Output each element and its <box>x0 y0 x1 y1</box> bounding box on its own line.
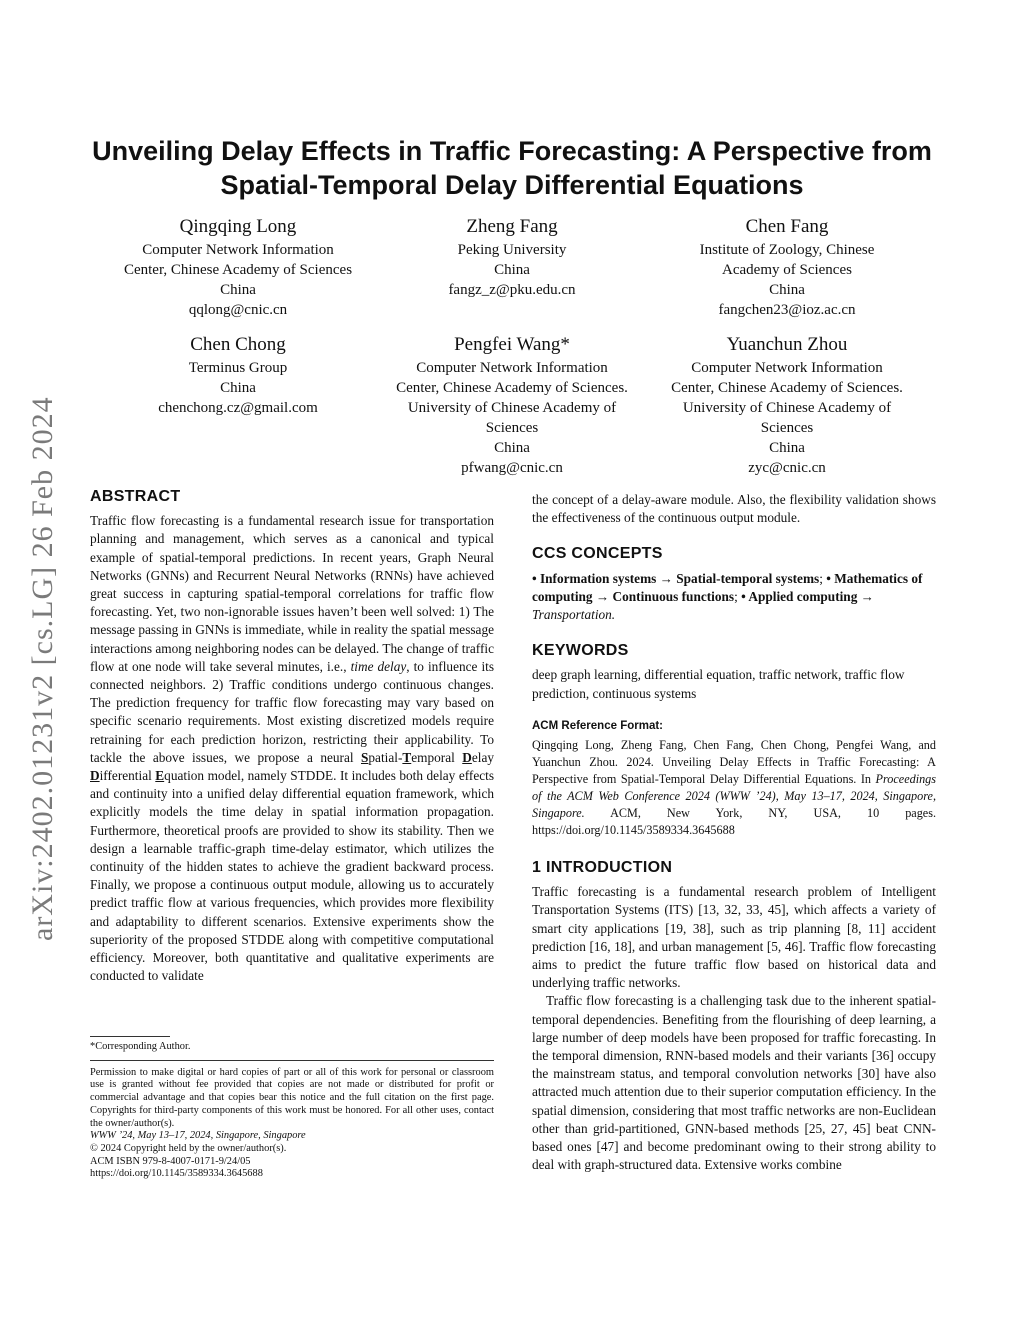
author-affiliation: Sciences <box>485 420 539 436</box>
abstract-text-3: model, namely STDDE. It includes both delay effects and continuity into a unified delay differential equation framework, which explicitly models the time delay in spatial information propagation. Furthermore, theoretical proofs are provided to show its stability. Then we design a learnable traffic-graph time-delay estimator, which utilizes the continuity of the hidden states to achieve the gradient backward process. Finally, we propose a continuous output module, allowing us to accurately predict traffic flow at various frequencies, which provides more flexibility and adaptability to different scenarios. Extensive experiments show the superiority of the proposed STDDE along with competitive computational efficiency. Moreover, both quantitative and qualitative experiments are conducted to validate <box>90 768 495 984</box>
abstract-text-2: , to influence its connected neighbors. 2) Traffic conditions undergo continuous changes. The prediction frequency for traffic flow forecasting may vary based on specific scenario requirements. Most existing discretized models require retraining for each prediction horizon, restricting their applicability. To tackle the above issues, we propose a neural <box>90 658 495 765</box>
ccs-item-3: • Applied computing → <box>741 588 874 604</box>
copyright-rule <box>90 1060 494 1061</box>
author-email: fangchen23@ioz.ac.cn <box>718 302 856 318</box>
abstract-continued: the concept of a delay-aware module. Also, the flexibility validation shows the effectiveness of the continuous output module. <box>532 492 936 526</box>
permission-notice: Permission to make digital or hard copies of part or all of this work for personal or classroom use is granted without fee provided that copies are not made or distributed for profit or commercial advantage and that copies bear this notice and the full citation on the first page. Copyrights for third-party components of this work must be honored. For all other uses, contact the owner/author(s). <box>90 1066 494 1129</box>
author-name: Chen Fang <box>745 216 829 237</box>
author-affiliation: University of Chinese Academy of <box>682 400 892 416</box>
author-affiliation: Academy of Sciences <box>722 262 852 278</box>
introduction-heading: 1 INTRODUCTION <box>532 859 673 877</box>
author-affiliation: Sciences <box>760 420 814 436</box>
acronym-t: Temporal <box>402 749 463 765</box>
author-block <box>88 332 388 418</box>
corresponding-author-note: *Corresponding Author. <box>90 1041 191 1052</box>
paper-title <box>60 134 964 202</box>
ccs-tail: Transportation. <box>532 607 616 623</box>
author-affiliation: Terminus Group <box>188 360 288 376</box>
acronym-d1: Delay <box>462 749 495 765</box>
author-block <box>637 214 937 320</box>
author-country: China <box>220 282 256 298</box>
author-affiliation: Institute of Zoology, Chinese <box>699 242 875 258</box>
right-column <box>532 491 936 1174</box>
author-affiliation: Computer Network Information <box>416 360 608 376</box>
author-country: China <box>494 262 530 278</box>
keywords-heading: KEYWORDS <box>532 642 629 660</box>
left-column <box>90 488 494 985</box>
title-line-1: Unveiling Delay Effects in Traffic Forecasting: A Perspective from <box>92 136 932 166</box>
copyright-line: © 2024 Copyright held by the owner/author(s). <box>90 1142 287 1154</box>
ccs-item-2: • Mathematics of computing → Continuous functions <box>532 570 923 604</box>
author-block <box>88 214 388 320</box>
ccs-body: • Information systems → Spatial-temporal systems; • Mathematics of computing → Continuous functions; • Applied computing → Transportation. <box>532 570 923 623</box>
intro-paragraph-2: Traffic flow forecasting is a challenging task due to the inherent spatial-temporal dependencies. Benefiting from the flourishing of deep learning, a large number of deep models have been proposed for traffic forecasting. In the temporal dimension, RNN-based models and their variants [36] occupy the mainstream status, and temporal convolution networks [30] have also attracted much attention due to their superior computation efficiency. In the spatial dimension, considering that most traffic networks are non-Euclidean other than grid-partitioned, GNN-based methods [25, 27, 45] beat CNN-based ones [47] and become predominant owing to their strong ability to deal with graph-structured data. Extensive works combine <box>532 993 936 1173</box>
acronym-d2: Differential <box>90 768 156 784</box>
acronym-s: Spatial- <box>361 749 403 765</box>
abstract-text-1: Traffic flow forecasting is a fundamental research issue for transportation planning and management, which serves as a canonical and typical example of spatial-temporal predictions. In recent years, Graph Neural Networks (GNNs) and Recurrent Neural Networks (RNNs) have achieved great success in capturing spatial-temporal correlations for traffic flow forecasting. Yet, two non-ignorable issues haven’t been well solved: 1) The message passing in GNNs is immediate, while in reality the spatial message interactions among neighboring nodes can be delayed. The change of traffic flow at one node will take several minutes, i.e., <box>90 513 494 674</box>
acm-reference <box>532 717 936 839</box>
acronym-e: Equation <box>155 768 205 784</box>
author-affiliation: Center, Chinese Academy of Sciences. <box>671 380 903 396</box>
author-email: fangz_z@pku.edu.cn <box>448 282 576 298</box>
author-name: Chen Chong <box>190 334 286 355</box>
author-block <box>637 332 937 478</box>
venue-line: WWW ’24, May 13–17, 2024, Singapore, Singapore <box>90 1130 306 1142</box>
acm-reference-venue: Proceedings of the ACM Web Conference 2024 (WWW ’24), May 13–17, 2024, Singapore, Singapore. <box>532 772 937 821</box>
author-affiliation: Center, Chinese Academy of Sciences. <box>396 380 628 396</box>
ccs-item-1: • Information systems → Spatial-temporal systems <box>532 570 820 586</box>
acm-reference-heading: ACM Reference Format: <box>532 719 663 732</box>
author-country: China <box>769 440 805 456</box>
author-block <box>362 332 662 478</box>
author-affiliation: Center, Chinese Academy of Sciences <box>123 262 353 278</box>
author-country: China <box>220 380 256 396</box>
isbn-line: ACM ISBN 979-8-4007-0171-9/24/05 <box>90 1155 251 1167</box>
author-affiliation: University of Chinese Academy of <box>407 400 617 416</box>
author-name: Zheng Fang <box>466 216 558 237</box>
author-country: China <box>769 282 805 298</box>
intro-paragraph-1: Traffic forecasting is a fundamental research problem of Intelligent Transportation Systems (ITS) [13, 32, 33, 45], which affects a variety of smart city applications [19, 38], such as trip planning [8, 11] accident prediction [16, 18], and urban management [5, 46]. Traffic flow forecasting aims to predict the future traffic flow based on historical data and underlying traffic networks. <box>532 884 936 991</box>
footnote-rule <box>90 1036 170 1037</box>
title-line-2: Spatial-Temporal Delay Differential Equations <box>220 170 804 200</box>
acm-reference-body: Qingqing Long, Zheng Fang, Chen Fang, Chen Chong, Pengfei Wang, and Yuanchun Zhou. 2024. Unveiling Delay Effects in Traffic Forecasting: A Perspective from Spatial-Temporal Delay Differential Equations. In Proceedings of the ACM Web Conference 2024 (WWW ’24), May 13–17, 2024, Singapore, Singapore. ACM, New York, NY, USA, 10 pages. https://doi.org/10.1145/3589334.3645688 <box>532 738 937 838</box>
author-email: zyc@cnic.cn <box>748 460 826 476</box>
footnote-block <box>90 1036 494 1181</box>
author-affiliation: Computer Network Information <box>142 242 334 258</box>
doi-line[interactable]: https://doi.org/10.1145/3589334.3645688 <box>90 1168 263 1180</box>
author-name: Pengfei Wang* <box>454 334 570 355</box>
author-name: Qingqing Long <box>179 216 297 237</box>
author-affiliation: Peking University <box>457 242 567 258</box>
author-name: Yuanchun Zhou <box>726 334 848 355</box>
ccs-heading: CCS CONCEPTS <box>532 545 663 563</box>
author-email: chenchong.cz@gmail.com <box>158 400 318 416</box>
author-email: qqlong@cnic.cn <box>188 302 288 318</box>
abstract-italic: time delay <box>350 658 407 674</box>
abstract-body <box>90 512 494 985</box>
author-email: pfwang@cnic.cn <box>461 460 563 476</box>
arxiv-stamp: arXiv:2402.01231v2 [cs.LG] 26 Feb 2024 <box>26 396 59 941</box>
author-affiliation: Computer Network Information <box>691 360 883 376</box>
author-block <box>362 214 662 300</box>
abstract-heading: ABSTRACT <box>90 488 181 505</box>
keywords-text: deep graph learning, differential equation, traffic network, traffic flow prediction, continuous systems <box>532 667 905 701</box>
author-country: China <box>494 440 530 456</box>
